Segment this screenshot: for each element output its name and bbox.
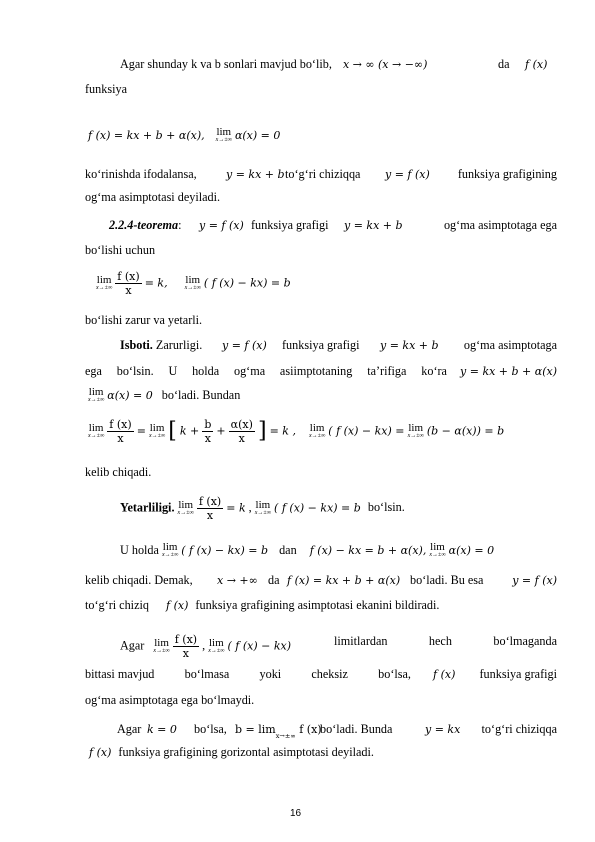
para2-line1 [85,167,557,182]
text: da [268,573,280,587]
lim: lim x→±∞ [148,421,166,439]
math: α(x) = 0 [234,129,281,142]
para7-word: hech [428,634,452,648]
para8-line1 [117,722,557,740]
proof-word: ega [85,364,102,378]
equation-1 [88,128,280,144]
math: = [136,424,146,438]
math: y = kx + b [226,168,285,181]
text: Zarurligi. [155,338,203,352]
sufficiency-line [120,495,405,522]
lim: lim x→±∞ [309,421,326,439]
fraction: $\frac{f (x)}{x}$ [117,270,140,297]
para7-line3: og‘ma asimptotaga ega bo‘lmaydi. [85,693,255,707]
comma: , [202,638,206,653]
para7-word: limitlardan [334,634,388,648]
lim: lim x→±∞ [407,421,424,439]
para6-line [85,598,439,613]
math: k + [179,424,200,438]
math: α(x) = 0 [448,544,495,557]
equation-2 [96,270,291,297]
lim: lim x→±∞ [161,541,179,559]
text: funksiya grafigining asimptotasi ekanini bildiradi. [195,598,440,612]
math: y = f (x) [222,339,267,352]
math: + [216,424,226,438]
text: Agar [120,638,145,653]
proof-line3 [88,388,240,404]
text: U holda [120,543,159,557]
para8-line2 [89,745,374,760]
lim: lim x→±∞ [254,498,271,516]
para4: kelib chiqadi. [85,465,152,479]
para7-word: bittasi mavjud [85,667,155,681]
colon: : [178,218,182,232]
para7-word: cheksiz [311,667,348,681]
text: bo‘ladi. Bu esa [410,573,484,587]
math: y = kx + b + α(x) [460,365,557,378]
proof-line1 [120,338,557,353]
para7-word: bo‘lmasa [184,667,230,681]
para7-word: bo‘lsa, [378,667,411,681]
theorem-line1 [109,218,557,233]
theorem-label: 2.2.4-teorema [109,218,179,232]
text: to‘g‘ri chiziqqa [285,167,361,181]
fraction: $\frac{f (x)}{x}$ [109,418,132,445]
fraction: $\frac{b}{x}$ [204,418,212,445]
proof-label: Isboti. [120,338,153,352]
proof-word: asiimptotaning [279,364,353,378]
math: f (x) = kx + b + α(x), [88,129,205,142]
math: y = kx + b [380,339,439,352]
text: dan [279,543,297,557]
math: = k [226,501,246,515]
text: bo‘ladi. Bundan [161,388,241,402]
para2-line2: og‘ma asimptotasi deyiladi. [85,190,221,204]
lim: lim x→±∞ [153,636,170,654]
text: Agar shunday k va b sonlari mavjud bo‘lib, [120,57,332,71]
lim: lim x→±∞ [88,386,105,404]
uholda-line [120,543,494,559]
para3: bo‘lishi zarur va yetarli. [85,313,203,327]
text: kelib chiqadi. Demak, [85,573,193,587]
math: ( f (x) − kx) = b [181,544,269,557]
lim: lim x→±∞ [208,636,225,654]
text: to‘g‘ri chiziqqa [481,722,557,736]
theorem-line2: bo‘lishi uchun [85,243,156,257]
text: ko‘rinishda ifodalansa, [85,167,197,181]
comma: , [248,500,252,515]
proof-word: bo‘lsin. [116,364,154,378]
math: y = kx + b [344,219,403,232]
proof-word: ko‘ra [421,364,447,378]
text: funksiya grafigining [457,167,557,181]
fraction: $\frac{f (x)}{x}$ [198,495,222,522]
proof-line2 [85,364,557,379]
math: α(x) = 0 [107,389,153,402]
para7-word: yoki [259,667,282,681]
math: (b − α(x)) = b [426,424,505,438]
proof-word: ta’rifiga [367,364,407,378]
math: ( f (x) − kx) [227,639,291,653]
math: = k , [269,424,296,438]
text: og‘ma asimptotaga [463,338,557,352]
para7-line2 [85,667,557,682]
proof-word: og‘ma [233,364,266,378]
text: funksiya grafigining gorizontal asimptotasi deyiladi. [118,745,374,759]
para1-line2: funksiya [85,82,127,96]
para7-word: bo‘lmaganda [493,634,557,648]
lim: lim x→±∞ [184,273,201,291]
math: y = kx [425,723,461,736]
text: funksiya grafigi [251,218,329,232]
text: og‘ma asimptotaga ega [443,218,557,232]
bracket-open: [ [168,418,177,444]
math-fx: f (x) [525,58,548,71]
proof-word: U [168,364,178,378]
para1-line1 [120,57,427,72]
lim: lim x→±∞ [177,498,194,516]
math: $b = \lim_{x\to\pm\infty} f$ (x) [235,723,322,740]
math: f (x) − kx = b + α(x), [309,544,427,557]
sufficiency-label: Yetarliligi. [120,500,175,515]
math: f (x) = kx + b + α(x) [287,574,401,587]
lim: lim x→±∞ [88,421,105,439]
math: y = f (x) [385,168,430,181]
equation-3 [88,418,504,445]
text: bo‘ladi. Bunda [320,722,393,736]
math: y = f (x) [199,219,244,232]
text: funksiya grafigi [479,667,557,681]
fraction: $\frac{\alpha(x)}{x}$ [230,418,253,445]
text-da: da [498,57,510,71]
math: ( f (x) − kx) = b [203,276,291,290]
math: f (x) [166,599,189,612]
math: ( f (x) − kx) = b [274,501,361,515]
text: bo‘lsin. [367,500,405,515]
lim: lim x→±∞ [96,273,113,291]
math: k = 0 [147,723,177,736]
bracket-close: ] [257,418,267,444]
para5-line [85,573,557,588]
math: y = f (x) [512,574,557,587]
math: x → ∞ (x → −∞) [342,58,428,71]
text: funksiya grafigi [282,338,360,352]
para7-line1 [120,633,557,660]
text: to‘g‘ri chiziq [85,598,149,612]
math: f (x) [433,668,456,681]
proof-word: holda [192,364,220,378]
text: bo‘lsa, [194,722,227,736]
math: x → +∞ [217,574,258,587]
text: Agar [117,722,142,736]
math: ( f (x) − kx) = [328,424,405,438]
lim: lim x→±∞ [215,126,232,144]
math: = k, [144,276,168,290]
page-number: 16 [290,808,302,819]
math: f (x) [89,746,112,759]
fraction: $\frac{f (x)}{x}$ [174,633,198,660]
lim: lim x→±∞ [429,541,446,559]
